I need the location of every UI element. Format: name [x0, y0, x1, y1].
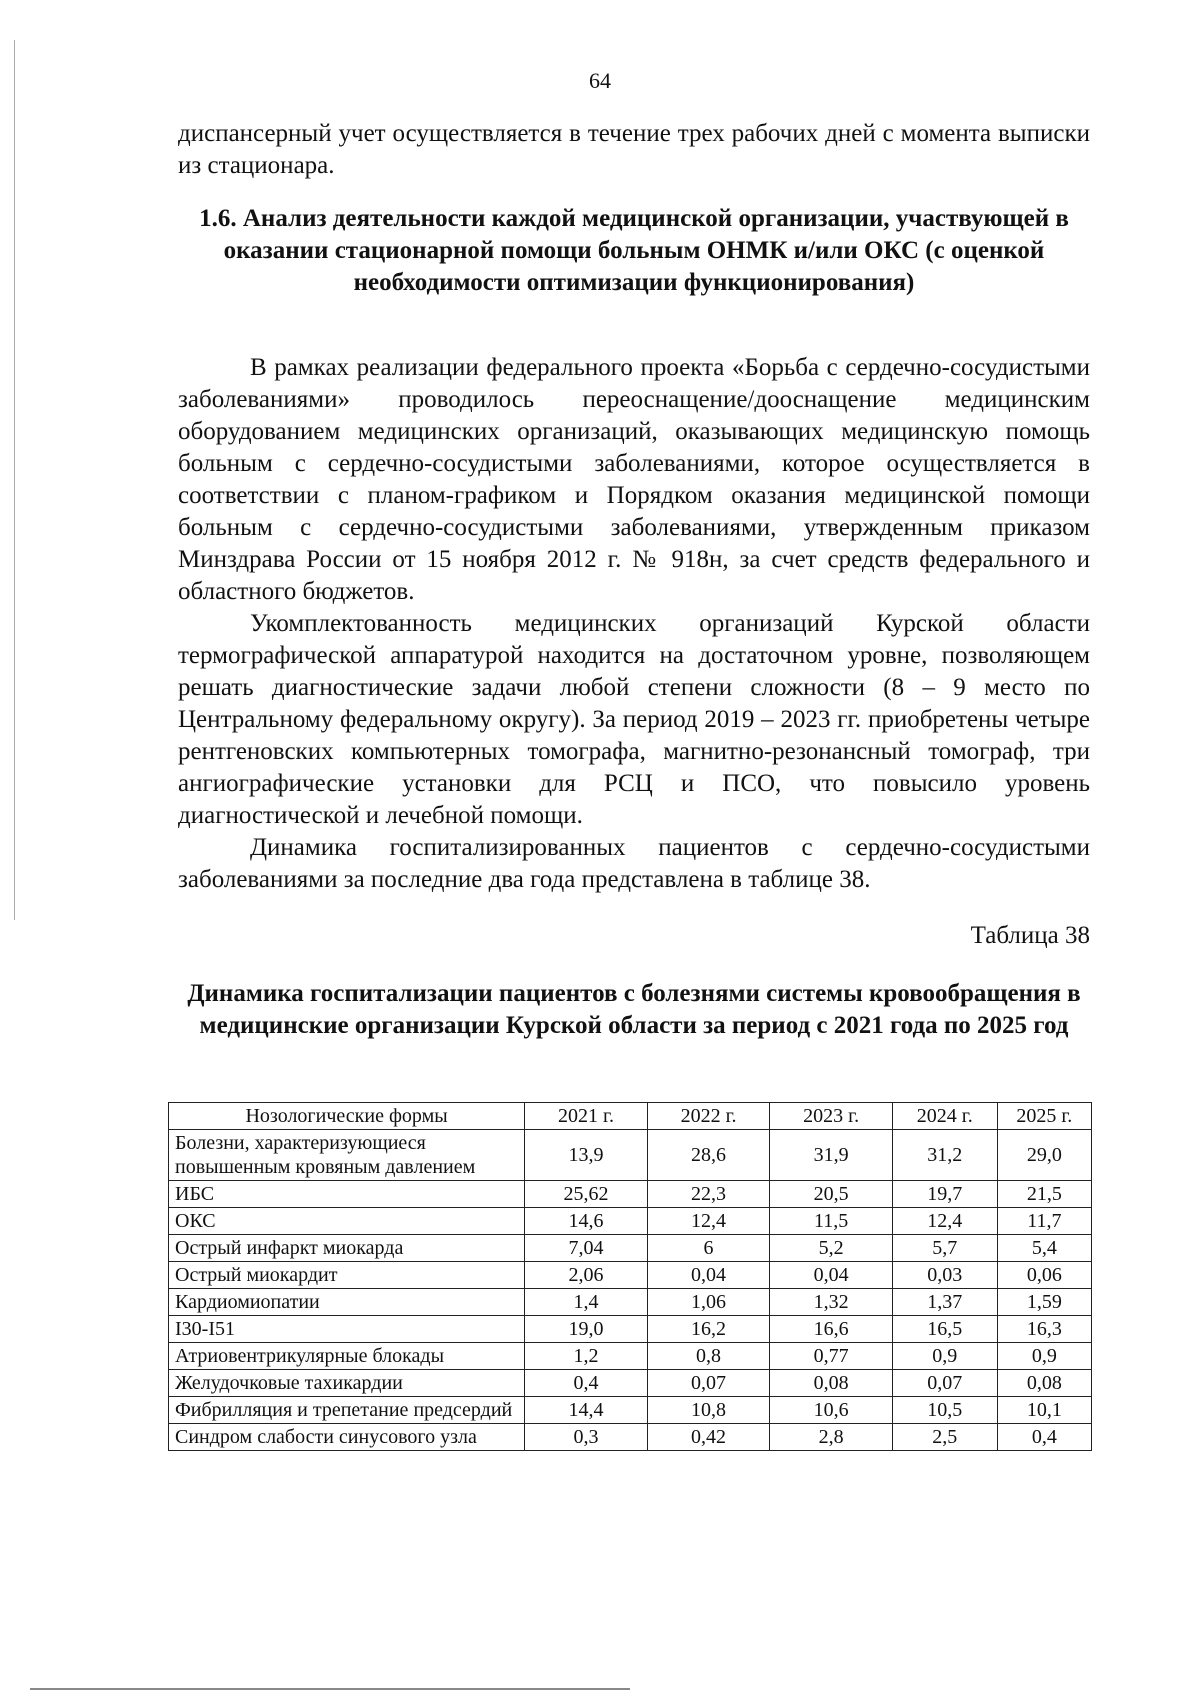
table-cell: 0,07 [892, 1370, 997, 1397]
table-cell: 0,04 [647, 1262, 770, 1289]
table-cell: 0,04 [770, 1262, 893, 1289]
table-cell: 20,5 [770, 1181, 893, 1208]
table-cell: 13,9 [525, 1130, 648, 1181]
table-cell: 0,4 [525, 1370, 648, 1397]
table-row-label: I30-I51 [169, 1316, 525, 1343]
table-cell: 16,5 [892, 1316, 997, 1343]
table-cell: 2,8 [770, 1424, 893, 1451]
table-cell: 0,08 [997, 1370, 1091, 1397]
table-cell: 1,37 [892, 1289, 997, 1316]
table-row-label: Болезни, характеризующиеся повышенным кровяным давлением [169, 1130, 525, 1181]
table-row-label: Фибрилляция и трепетание предсердий [169, 1397, 525, 1424]
table-header-row [169, 1103, 1092, 1130]
table-cell: 12,4 [892, 1208, 997, 1235]
section-heading: 1.6. Анализ деятельности каждой медицинской организации, участвующей в оказании стационарной помощи больным ОНМК и/или ОКС (с оценкой необходимости оптимизации функционирования) [199, 205, 1069, 296]
table-label: Таблица 38 [970, 922, 1090, 949]
table-cell: 5,4 [997, 1235, 1091, 1262]
table-cell: 1,59 [997, 1289, 1091, 1316]
table-cell: 28,6 [647, 1130, 770, 1181]
table-cell: 16,6 [770, 1316, 893, 1343]
table-row [169, 1262, 1092, 1289]
table-cell: 6 [647, 1235, 770, 1262]
table-cell: 1,2 [525, 1343, 648, 1370]
table-cell: 14,6 [525, 1208, 648, 1235]
table-cell: 11,7 [997, 1208, 1091, 1235]
table-cell: 10,6 [770, 1397, 893, 1424]
table-cell: 25,62 [525, 1181, 648, 1208]
table-row [169, 1130, 1092, 1181]
table-header-cell: 2025 г. [997, 1103, 1091, 1130]
table-cell: 0,9 [997, 1343, 1091, 1370]
table-cell: 0,03 [892, 1262, 997, 1289]
table-row [169, 1370, 1092, 1397]
table-cell: 0,77 [770, 1343, 893, 1370]
table-cell: 11,5 [770, 1208, 893, 1235]
page-number: 64 [589, 68, 611, 93]
table-header-cell: 2024 г. [892, 1103, 997, 1130]
table-cell: 31,9 [770, 1130, 893, 1181]
table-cell: 29,0 [997, 1130, 1091, 1181]
table-cell: 1,06 [647, 1289, 770, 1316]
table-cell: 2,5 [892, 1424, 997, 1451]
table-row [169, 1397, 1092, 1424]
table-cell: 10,1 [997, 1397, 1091, 1424]
table-cell: 0,3 [525, 1424, 648, 1451]
table-row-label: Синдром слабости синусового узла [169, 1424, 525, 1451]
table-row [169, 1289, 1092, 1316]
table-cell: 0,07 [647, 1370, 770, 1397]
table-row-label: Острый миокардит [169, 1262, 525, 1289]
paragraph-1: В рамках реализации федерального проекта «Борьба с сердечно-сосудистыми заболеваниями» проводилось переоснащение/дооснащение медицинским оборудованием медицинских организаций, оказывающих медицинскую помощь больным с сердечно-сосудистыми заболеваниями, которое осуществляется в соответствии с планом-графиком и Порядком оказания медицинской помощи больным с сердечно-сосудистыми заболеваниями, утвержденным приказом Минздрава России от 15 ноября 2012 г. № 918н, за счет средств федерального и областного бюджетов. [178, 354, 1090, 605]
body-paragraphs [178, 352, 1090, 896]
table-row [169, 1208, 1092, 1235]
scan-bottom-artifact [30, 1688, 630, 1690]
table-cell: 0,9 [892, 1343, 997, 1370]
table-cell: 14,4 [525, 1397, 648, 1424]
paragraph-2: Укомплектованность медицинских организаций Курской области термографической аппаратурой находится на достаточном уровне, позволяющем решать диагностические задачи любой степени сложности (8 – 9 место по Центральному федеральному округу). За период 2019 – 2023 гг. приобретены четыре рентгеновских компьютерных томографа, магнитно-резонансный томограф, три ангиографические установки для РСЦ и ПСО, что повысило уровень диагностической и лечебной помощи. [178, 610, 1090, 829]
data-table [168, 1102, 1092, 1451]
table-row [169, 1424, 1092, 1451]
table-cell: 2,06 [525, 1262, 648, 1289]
table-row [169, 1181, 1092, 1208]
intro-paragraph: диспансерный учет осуществляется в течение трех рабочих дней с момента выписки из стационара. [178, 120, 1090, 179]
table-cell: 19,0 [525, 1316, 648, 1343]
table-cell: 0,4 [997, 1424, 1091, 1451]
paragraph-3: Динамика госпитализированных пациентов с сердечно-сосудистыми заболеваниями за последние два года представлена в таблице 38. [178, 834, 1090, 893]
table-cell: 7,04 [525, 1235, 648, 1262]
table-header-cell: Нозологические формы [169, 1103, 525, 1130]
table-cell: 22,3 [647, 1181, 770, 1208]
table-row-label: Кардиомиопатии [169, 1289, 525, 1316]
table-cell: 21,5 [997, 1181, 1091, 1208]
table-header-cell: 2023 г. [770, 1103, 893, 1130]
table-cell: 5,2 [770, 1235, 893, 1262]
table-row-label: Атриовентрикулярные блокады [169, 1343, 525, 1370]
table-cell: 12,4 [647, 1208, 770, 1235]
table-title: Динамика госпитализации пациентов с болезнями системы кровообращения в медицинские организации Курской области за период с 2021 года по 2025 год [187, 980, 1081, 1039]
table-row [169, 1343, 1092, 1370]
table-header-cell: 2021 г. [525, 1103, 648, 1130]
table-body [169, 1130, 1092, 1451]
table-cell: 5,7 [892, 1235, 997, 1262]
table-cell: 0,8 [647, 1343, 770, 1370]
table-row-label: ОКС [169, 1208, 525, 1235]
table-cell: 0,42 [647, 1424, 770, 1451]
table-cell: 31,2 [892, 1130, 997, 1181]
table-cell: 0,08 [770, 1370, 893, 1397]
scan-edge-artifact [14, 40, 15, 920]
table-cell: 10,8 [647, 1397, 770, 1424]
table-cell: 16,3 [997, 1316, 1091, 1343]
table-cell: 1,32 [770, 1289, 893, 1316]
table-row-label: Желудочковые тахикардии [169, 1370, 525, 1397]
table-row-label: Острый инфаркт миокарда [169, 1235, 525, 1262]
table-row [169, 1235, 1092, 1262]
table-header-cell: 2022 г. [647, 1103, 770, 1130]
table-cell: 19,7 [892, 1181, 997, 1208]
table-cell: 16,2 [647, 1316, 770, 1343]
table-cell: 10,5 [892, 1397, 997, 1424]
table-row [169, 1316, 1092, 1343]
table-cell: 0,06 [997, 1262, 1091, 1289]
table-row-label: ИБС [169, 1181, 525, 1208]
table-cell: 1,4 [525, 1289, 648, 1316]
